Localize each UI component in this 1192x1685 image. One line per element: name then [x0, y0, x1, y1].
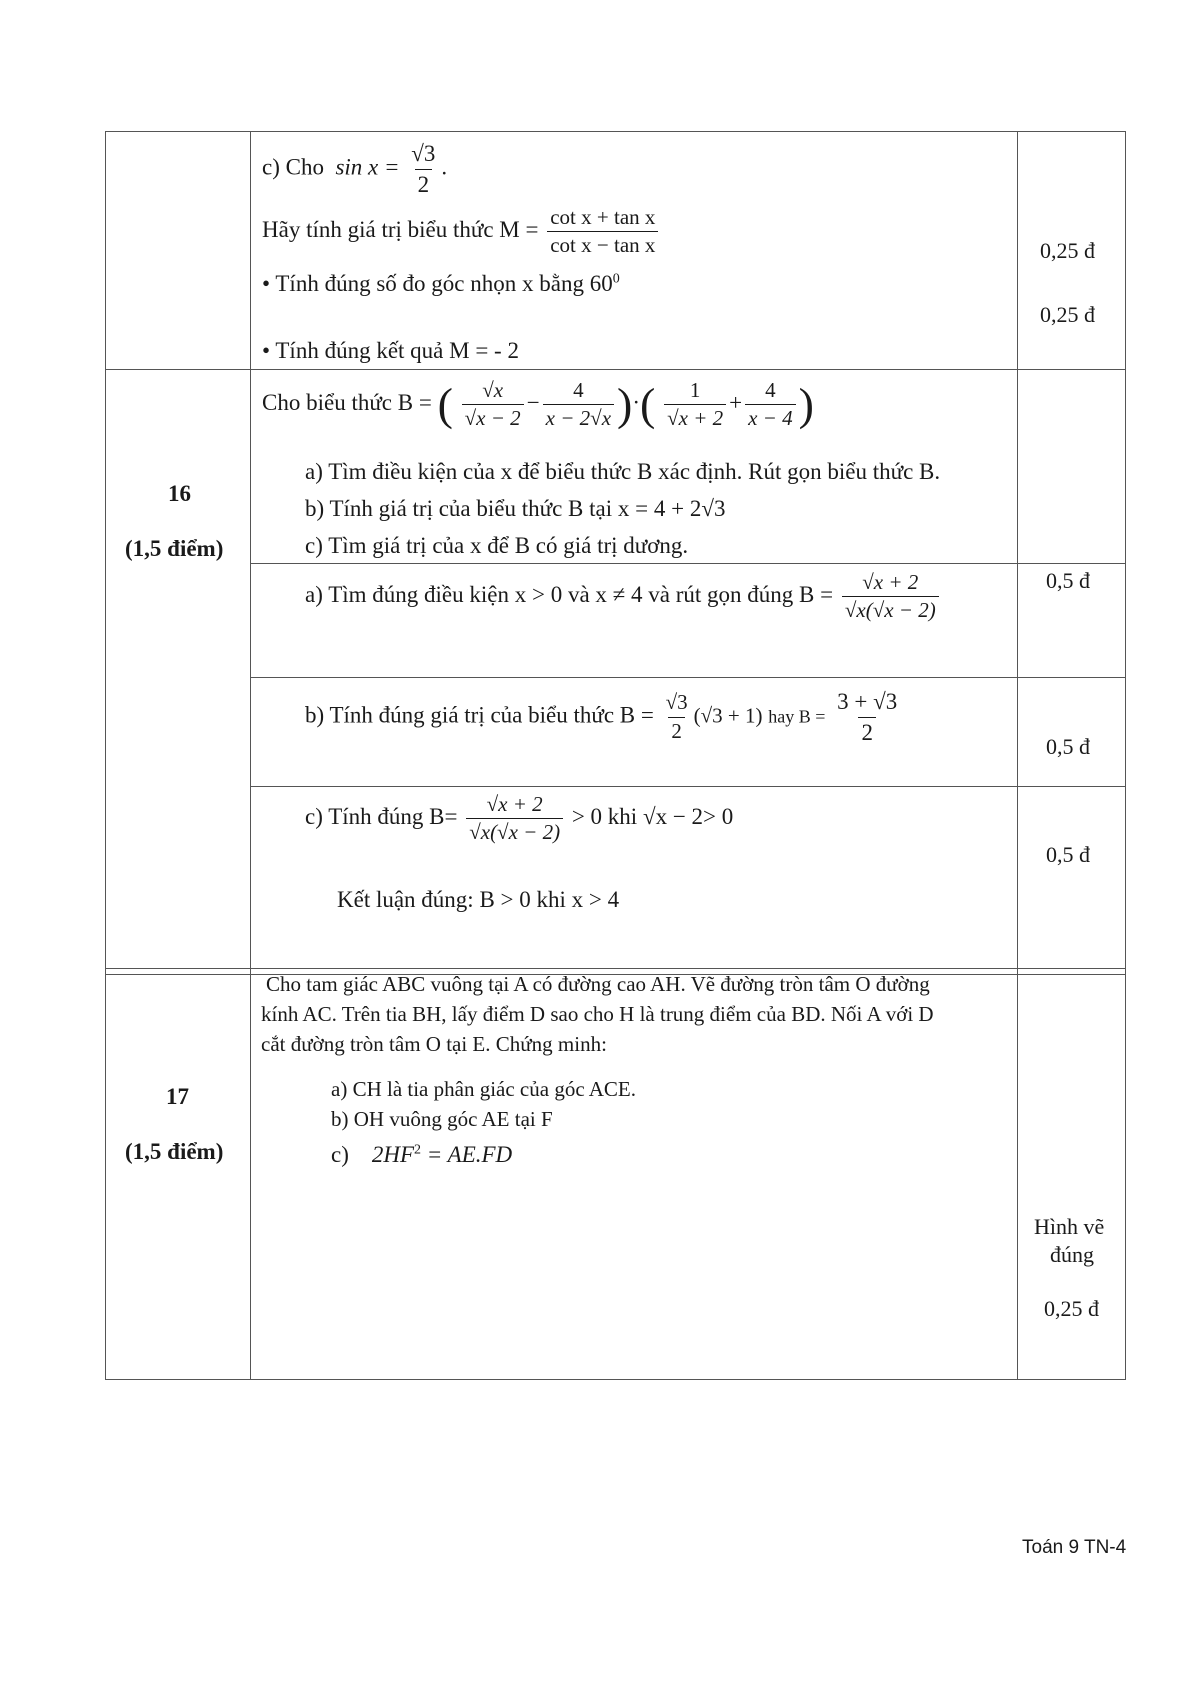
q16-score-a: 0,5 đ: [1046, 568, 1090, 593]
m-fraction: [547, 205, 658, 258]
q16-expr-label: Cho biểu thức B =: [262, 389, 432, 415]
sin-fraction-den: 2: [415, 169, 433, 199]
q16-frac-3-den: √x + 2: [664, 404, 726, 431]
paren-open-1: (: [437, 378, 453, 430]
q16-score-b: 0,5 đ: [1046, 734, 1090, 759]
q15c-bullet-2: • Tính đúng kết quả M = - 2: [262, 338, 519, 363]
q16-answer-b-frac-2-den: 2: [858, 717, 876, 747]
q15c-score-1: 0,25 đ: [1040, 238, 1095, 263]
q16-frac-3-num: 1: [689, 378, 701, 402]
q16-answer-b-text: b) Tính đúng giá trị của biểu thức B =: [305, 702, 654, 728]
q16-answer-a-num: √x + 2: [862, 570, 919, 594]
paren-open-2: (: [640, 378, 656, 430]
q16-expression: Cho biểu thức B = ( $\frac{√x}{√x - 2}$ − $\frac{4}{x - 2√x}$ )·( $\frac{1}{√x + 2}$ + $\frac{4}{x - 4}$ ): [262, 378, 814, 431]
q16-answer-c-text: c) Tính đúng B=: [305, 803, 458, 829]
q16-answer-b-frac-1: [663, 690, 691, 743]
q16-frac-2-den: x − 2√x: [543, 404, 614, 431]
q17-item-c: [331, 1141, 512, 1169]
q16-answer-c-tail: > 0 khi √x − 2> 0: [571, 803, 734, 829]
sin-fraction-num: √3: [411, 141, 436, 166]
paren-close-2: ): [798, 378, 814, 430]
q16-frac-1-den: √x − 2: [462, 404, 524, 431]
q16-points: (1,5 điểm): [125, 536, 224, 561]
q16-answer-a-fraction: [842, 570, 939, 623]
q16-frac-3: [664, 378, 726, 431]
q16-task-a: a) Tìm điều kiện của x để biểu thức B xác định. Rút gọn biểu thức B.: [305, 459, 941, 484]
q16-answer-a: [305, 570, 942, 623]
q17-score-line-2: đúng: [1050, 1242, 1094, 1267]
q16-answer-b-frac-1-num: √3: [665, 690, 688, 715]
q16-task-c: c) Tìm giá trị của x để B có giá trị dương.: [305, 533, 689, 558]
q17-item-c-sup: 2: [414, 1142, 422, 1158]
m-fraction-num: cot x + tan x: [550, 205, 656, 229]
q17-item-c-math: 2HF: [371, 1142, 415, 1167]
q15c-bullet-1-sup: 0: [612, 271, 620, 287]
q15c-bullet-1-text: • Tính đúng số đo góc nhọn x bằng 60: [262, 271, 613, 296]
q16-answer-b: [305, 688, 903, 746]
sin-fraction: [408, 140, 438, 198]
q17-line-1: Cho tam giác ABC vuông tại A có đường cao AH. Vẽ đường tròn tâm O đường: [266, 972, 930, 996]
q16-answer-b-hay: hay B =: [768, 706, 826, 727]
q16-score-c: 0,5 đ: [1046, 842, 1090, 867]
q17-points: (1,5 điểm): [125, 1139, 224, 1164]
page-footer: Toán 9 TN-4: [1022, 1537, 1127, 1558]
q15c-intro: c) Cho: [262, 154, 324, 180]
q17-line-3: cắt đường tròn tâm O tại E. Chứng minh:: [261, 1032, 607, 1056]
q16-number: 16: [168, 481, 191, 506]
q17-number: 17: [166, 1084, 189, 1109]
q17-item-a: a) CH là tia phân giác của góc ACE.: [331, 1077, 636, 1101]
sin-expression: sin x =: [335, 154, 400, 180]
m-fraction-den: cot x − tan x: [547, 231, 658, 258]
q17-score-value: 0,25 đ: [1044, 1296, 1099, 1321]
q16-frac-4-den: x − 4: [745, 404, 796, 431]
q16-answer-b-mid: (√3 + 1): [693, 703, 763, 728]
q16-frac-1-num: √x: [482, 378, 504, 402]
q15c-given: c) Cho sin x = $\frac{√3}{2}$ .: [262, 141, 448, 197]
q16-answer-a-den: √x(√x − 2): [842, 596, 939, 623]
q16-answer-b-frac-2-num: 3 + √3: [837, 689, 898, 714]
q16-frac-1: [462, 378, 524, 431]
q16-answer-b-frac-1-den: 2: [668, 717, 685, 744]
q17-score-line-1: Hình vẽ: [1034, 1214, 1105, 1239]
q16-answer-b-frac-2: [834, 688, 900, 746]
q16-task-b: b) Tính giá trị của biểu thức B tại x = 4 + 2√3: [305, 496, 726, 521]
q16-answer-c-den: √x(√x − 2): [466, 818, 563, 845]
q15c-compute-label: Hãy tính giá trị biểu thức M =: [262, 216, 539, 242]
q17-item-c-label: c): [331, 1142, 349, 1167]
q16-frac-2-num: 4: [573, 378, 584, 402]
paren-close-1: ): [617, 378, 633, 430]
q17-item-c-rest: = AE.FD: [421, 1142, 513, 1167]
q16-frac-4-num: 4: [765, 378, 776, 402]
q16-frac-4: [745, 378, 796, 431]
q15c-bullet-1: [262, 270, 620, 298]
q16-answer-c: [305, 792, 733, 845]
q15c-compute: [262, 205, 661, 258]
q15c-score-2: 0,25 đ: [1040, 302, 1095, 327]
q16-answer-c-fraction: [466, 792, 563, 845]
q16-frac-2: [543, 378, 614, 431]
q17-line-2: kính AC. Trên tia BH, lấy điểm D sao cho H là trung điểm của BD. Nối A với D: [261, 1002, 934, 1026]
q16-answer-c-num: √x + 2: [486, 792, 543, 816]
q17-item-b: b) OH vuông góc AE tại F: [331, 1107, 553, 1131]
q16-answer-c-conclusion: Kết luận đúng: B > 0 khi x > 4: [337, 887, 620, 912]
q16-answer-a-text: a) Tìm đúng điều kiện x > 0 và x ≠ 4 và rút gọn đúng B =: [305, 581, 834, 607]
